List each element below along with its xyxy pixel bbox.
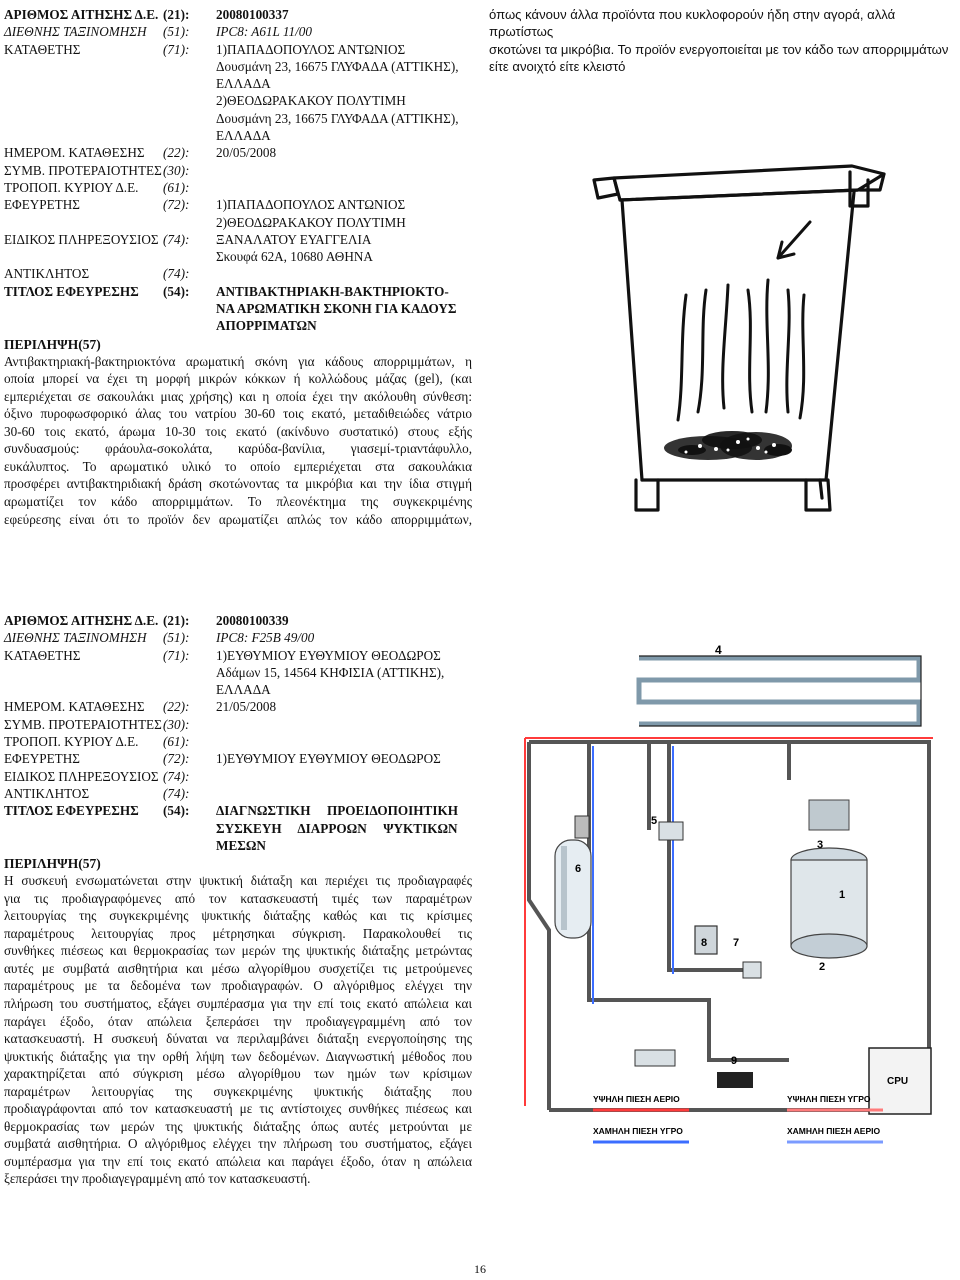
- field-code: [163, 92, 216, 109]
- field-value: [216, 179, 472, 196]
- field-code: [163, 214, 216, 231]
- diagram-label-7: 7: [733, 937, 740, 949]
- record-2-abstract-line: κατασκευαστή. Η συσκευή δύναται να περιλαμβάνει διάταξη ενεργοποίησης της: [4, 1031, 472, 1047]
- field-label: ΣΥΜΒ. ΠΡΟΤΕΡΑΙΟΤΗΤΕΣ: [4, 162, 162, 178]
- record-2-field-row: [4, 647, 472, 664]
- invention-title-line: ΔΙΑΓΝΩΣΤΙΚΗ ΠΡΟΕΙΔΟΠΟΙΗΤΙΚΗ: [216, 803, 459, 819]
- field-value: Δουσμάνη 23, 16675 ΓΛΥΦΑΔΑ (ΑΤΤΙΚΗΣ),: [216, 58, 459, 74]
- waste-bin-figure: [588, 150, 896, 570]
- record-2-field-row: [4, 681, 472, 698]
- field-label: [4, 75, 163, 92]
- field-value: Δουσμάνη 23, 16675 ΓΛΥΦΑΔΑ (ΑΤΤΙΚΗΣ),: [216, 110, 459, 126]
- field-code: (71):: [163, 647, 190, 663]
- record-1-field-row: [4, 265, 472, 282]
- diagram-label-2: 2: [819, 961, 826, 973]
- record-2-abstract-line: ψυκτικής διάταξης για την ορθή λήψη των δεδομένων. Διαγνωστική μέθοδος που: [4, 1048, 472, 1064]
- field-label: [4, 214, 163, 231]
- record-2-abstract-line: Η συσκευή ενσωματώνεται στην ψυκτική διάταξη και περιέχει τις προδιαγραφές: [4, 873, 472, 889]
- field-value: 20080100339: [216, 613, 289, 628]
- field-label: ΑΝΤΙΚΛΗΤΟΣ: [4, 266, 90, 282]
- invention-title-code: (54):: [163, 803, 190, 819]
- record-1-field-row: [4, 58, 472, 75]
- record-2-field-row: [4, 629, 472, 646]
- record-2-abstract-heading: ΠΕΡΙΛΗΨΗ(57): [4, 856, 101, 872]
- record-1-abstract-line: οποία μπορεί να έχει τη μορφή μικρών κόκκων ή κολλώδους μάζας (gel), (και: [4, 371, 472, 387]
- field-code: (74):: [163, 231, 190, 247]
- record-2-abstract-line: χαρακτηρίζεται από σύγκριση μέσω αλγορίθμου των ημών των κρίσιμων: [4, 1066, 472, 1082]
- field-value: 20080100337: [216, 7, 289, 22]
- field-value: IPC8: A61L 11/00: [216, 24, 312, 40]
- record-1-field-row: [4, 231, 472, 248]
- field-label: [4, 664, 163, 681]
- record-2-abstract-line: συμβατά αισθητήρια. Ο αλγόριθμος ελέγχει την πλήρωση του συστήματος, εξάγει: [4, 1136, 472, 1152]
- arrow-down-icon: [778, 222, 810, 258]
- field-value: IPC8: F25B 49/00: [216, 630, 315, 646]
- record-1-field-row: [4, 127, 472, 144]
- field-code: (71):: [163, 41, 190, 57]
- field-label: ΚΑΤΑΘΕΤΗΣ: [4, 647, 81, 663]
- record-1-abstract-line: ευκάλυπτος. Το αρωματικό υλικό το οποίο εμπεριέχεται στα σακουλάκια: [4, 458, 472, 474]
- invention-title-line: ΑΠΟΡΡΙΜΑΤΩΝ: [216, 318, 317, 334]
- record-2-abstract-line: παραμέτρους λειτουργίας προς μέτρησηκαι σύγκριση. Παρακολουθεί τις: [4, 925, 472, 941]
- record-1-abstract-heading: ΠΕΡΙΛΗΨΗ(57): [4, 336, 101, 352]
- field-code: (22):: [163, 699, 190, 715]
- record-2-field-row: [4, 664, 472, 681]
- record-2-abstract-line: παραμέτρων λειτουργίας της συγκεκριμένης ψυκτικής διάταξης που: [4, 1083, 472, 1099]
- invention-title-line: ΑΝΤΙΒΑΚΤΗΡΙΑΚΗ-ΒΑΚΤΗΡΙΟΚΤΟ-: [216, 283, 449, 299]
- record-2-abstract-line: ξεπεράσει την προδιαγεγραμμένη από τον κατασκευαστή.: [4, 1171, 311, 1187]
- invention-title-line: ΣΥΣΚΕΥΗ ΔΙΑΡΡΟΩΝ ΨΥΚΤΙΚΩΝ: [216, 820, 458, 836]
- field-code: [163, 248, 216, 265]
- field-label: ΗΜΕΡΟΜ. ΚΑΤΑΘΕΣΗΣ: [4, 145, 145, 161]
- field-code: [163, 664, 216, 681]
- record-2-title-row: [4, 820, 472, 837]
- field-code: [163, 681, 216, 698]
- field-label: ΤΡΟΠΟΠ. ΚΥΡΙΟΥ Δ.Ε.: [4, 734, 139, 750]
- record-1-field-row: [4, 23, 472, 40]
- field-label: ΑΝΤΙΚΛΗΤΟΣ: [4, 785, 90, 801]
- record-1-field-row: [4, 75, 472, 92]
- record-1-abstract-line: εμπεριέχεται σε σακουλάκι μιας χρήσης) και η οποία έχει την ακόλουθη σύνθεση:: [4, 388, 472, 404]
- field-value: [216, 162, 472, 179]
- record-1-field-row: [4, 110, 472, 127]
- field-code: [163, 58, 216, 75]
- record-2: [4, 612, 472, 1188]
- record-1-abstract-line: εφεύρεσης είναι ότι το προϊόν δεν αρωματίζει απλώς τον κάδο απορριμμάτων,: [4, 511, 472, 527]
- record-2-field-row: [4, 716, 472, 733]
- field-code: [163, 127, 216, 144]
- field-code: (21):: [163, 7, 190, 22]
- field-label: [4, 110, 163, 127]
- field-value: [216, 733, 472, 750]
- record-2-abstract-line: συνθήκες πιέσεως και θερμοκρασίας των μερών της ψυκτικής διάταξης μετρώντας: [4, 943, 472, 959]
- legend-low-liquid: ΧΑΜΗΛΗ ΠΙΕΣΗ ΥΓΡΟ: [593, 1126, 683, 1136]
- record-2-field-row: [4, 785, 472, 802]
- field-value: 1)ΕΥΘΥΜΙΟΥ ΕΥΘΥΜΙΟΥ ΘΕΟΔΩΡΟΣ: [216, 647, 441, 663]
- field-label: ΕΦΕΥΡΕΤΗΣ: [4, 751, 80, 767]
- vapour-lines: [678, 280, 804, 420]
- field-value: ΞΑΝΑΛΑΤΟΥ ΕΥΑΓΓΕΛΙΑ: [216, 231, 372, 247]
- legend-high-gas: ΥΨΗΛΗ ΠΙΕΣΗ ΑΕΡΙΟ: [593, 1094, 680, 1104]
- field-label: ΣΥΜΒ. ΠΡΟΤΕΡΑΙΟΤΗΤΕΣ: [4, 716, 162, 732]
- record-2-abstract-line: παράγει έξοδο, όταν απώλεια ξεπεράσει την προδιαγεγραμμένη από τον: [4, 1013, 472, 1029]
- field-value: 21/05/2008: [216, 699, 277, 715]
- field-label: ΑΡΙΘΜΟΣ ΑΙΤΗΣΗΣ Δ.Ε.: [4, 613, 159, 628]
- field-value: 1)ΠΑΠΑΔΟΠΟΥΛΟΣ ΑΝΤΩΝΙΟΣ: [216, 41, 406, 57]
- field-label: ΕΙΔΙΚΟΣ ΠΛΗΡΕΞΟΥΣΙΟΣ: [4, 768, 159, 784]
- record-2-field-row: [4, 733, 472, 750]
- diagram-label-cpu: CPU: [887, 1076, 909, 1087]
- field-code: (51):: [163, 24, 190, 40]
- bin-left-wall: [622, 200, 642, 480]
- continuation-line: όπως κάνουν άλλα προϊόντα που κυκλοφορούν ήδη στην αγορά, αλλά πρωτίστως: [489, 7, 896, 40]
- field-value: [216, 265, 472, 282]
- continuation-line: είτε ανοιχτό είτε κλειστό: [489, 59, 626, 75]
- field-code: (72):: [163, 751, 190, 767]
- field-label: [4, 92, 163, 109]
- field-code: (22):: [163, 145, 190, 161]
- field-code: (72):: [163, 197, 190, 213]
- record-1-title-row: [4, 300, 472, 317]
- record-1-field-row: [4, 196, 472, 213]
- field-label: ΕΙΔΙΚΟΣ ΠΛΗΡΕΞΟΥΣΙΟΣ: [4, 231, 159, 247]
- field-code: [163, 110, 216, 127]
- diagram-label-6: 6: [575, 863, 582, 875]
- record-1-field-row: [4, 162, 472, 179]
- field-value: 1)ΕΥΘΥΜΙΟΥ ΕΥΘΥΜΙΟΥ ΘΕΟΔΩΡΟΣ: [216, 751, 441, 767]
- field-code: (30):: [163, 716, 190, 732]
- record-2-title-row: [4, 802, 472, 819]
- field-value: ΕΛΛΑΔΑ: [216, 682, 271, 698]
- diagram-label-1: 1: [839, 889, 846, 901]
- field-code: (61):: [163, 179, 190, 195]
- diagram-label-8: 8: [701, 937, 708, 949]
- field-code: (74):: [163, 785, 190, 801]
- record-1-field-row: [4, 41, 472, 58]
- record-2-abstract-line: παραμέτρους με τα δεδομένα των προδιαγραφών. Ο αλγόριθμος ελέγχει την: [4, 978, 472, 994]
- record-2-field-row: [4, 612, 472, 629]
- diagram-label-5: 5: [651, 815, 658, 827]
- legend-high-liquid: ΥΨΗΛΗ ΠΙΕΣΗ ΥΓΡΟ: [787, 1094, 871, 1104]
- record-1-abstract-continuation: [489, 6, 957, 76]
- record-2-field-row: [4, 698, 472, 715]
- invention-title-label: ΤΙΤΛΟΣ ΕΦΕΥΡΕΣΗΣ: [4, 803, 139, 819]
- record-2-abstract-line: πλήρωση του συστήματος, εξάγει συμπέρασμα για την επί τοις εκατό απώλεια και: [4, 995, 472, 1011]
- record-2-field-row: [4, 768, 472, 785]
- field-label: [4, 248, 163, 265]
- record-1-abstract-line: Αντιβακτηριακή-βακτηριοκτόνα αρωματική σκόνη για κάδους απορριμμάτων, η: [4, 353, 472, 369]
- field-label: ΑΡΙΘΜΟΣ ΑΙΤΗΣΗΣ Δ.Ε.: [4, 7, 159, 22]
- record-1-field-row: [4, 179, 472, 196]
- page-number: 16: [474, 1262, 486, 1276]
- field-code: (74):: [163, 266, 190, 282]
- record-1-abstract-line: όξινο πυροφωσφορικό άλας του νατρίου 30-60 τοις εκατό, μεταδιθειώδες νάτριο: [4, 406, 472, 422]
- record-1-title-row: [4, 283, 472, 300]
- diagram-label-3: 3: [817, 839, 824, 851]
- invention-title-code: (54):: [163, 283, 190, 299]
- field-value: [216, 716, 472, 733]
- field-label: [4, 58, 163, 75]
- diagram-label-9: 9: [731, 1055, 738, 1067]
- field-label: ΕΦΕΥΡΕΤΗΣ: [4, 197, 80, 213]
- record-1-abstract-line: προσφέρει αντιβακτηριδιακή δράση σκοτώνοντας τα μικρόβια και την ίδια στιγμή: [4, 476, 472, 492]
- record-1-field-row: [4, 92, 472, 109]
- field-value: [216, 785, 472, 802]
- continuation-line: σκοτώνει τα μικρόβια. Το προϊόν ενεργοποιείται με τον κάδο των απορριμμάτων: [489, 41, 949, 57]
- field-code: (61):: [163, 734, 190, 750]
- invention-title-line: ΜΕΣΩΝ: [216, 837, 266, 853]
- field-value: ΕΛΛΑΔΑ: [216, 128, 271, 144]
- record-2-abstract-line: προδιαγράφονται από τον κατασκευαστή με τις αντίστοιχες συνθήκες πιέσεως και: [4, 1101, 472, 1117]
- record-2-abstract-line: λειτουργίας της συγκεκριμένης ψυκτικής διάταξης καθώς και τις κρίσιμες: [4, 908, 472, 924]
- field-label: [4, 681, 163, 698]
- refrigeration-diagram: [489, 640, 955, 1150]
- record-1-field-row: [4, 214, 472, 231]
- field-label: ΤΡΟΠΟΠ. ΚΥΡΙΟΥ Δ.Ε.: [4, 179, 139, 195]
- record-2-field-row: [4, 750, 472, 767]
- field-value: 2)ΘΕΟΔΩΡΑΚΑΚΟΥ ΠΟΛΥΤΙΜΗ: [216, 214, 406, 230]
- field-label: ΔΙΕΘΝΗΣ ΤΑΞΙΝΟΜΗΣΗ: [4, 24, 147, 40]
- record-1-title-row: [4, 317, 472, 334]
- record-1-field-row: [4, 248, 472, 265]
- record-2-abstract-line: συμπέρασμα για την επί τοις εκατό απώλεια και παράγει έξοδο, όταν η απώλεια: [4, 1153, 472, 1169]
- record-2-abstract-line: θερμοκρασίας των μερών της ψυκτικής διάταξης όπως αυτές μετρούνται με: [4, 1118, 472, 1134]
- record-1-field-row: [4, 144, 472, 161]
- field-value: 20/05/2008: [216, 145, 277, 161]
- record-1-abstract-line: αρωματίζει τον κάδο απορριμμάτων. Το πλεονέκτημα της συγκεκριμένης: [4, 494, 472, 510]
- field-code: [163, 75, 216, 92]
- record-1: [4, 6, 472, 528]
- record-2-title-row: [4, 837, 472, 854]
- field-code: (51):: [163, 630, 190, 646]
- field-value: Σκουφά 62Α, 10680 ΑΘΗΝΑ: [216, 249, 373, 265]
- diagram-label-4: 4: [715, 643, 722, 657]
- field-code: (74):: [163, 768, 190, 784]
- record-2-abstract-line: αυτές με συμβατά αισθητήρια και μέσω αλγορίθμου συσχετίζει τις μετρούμενες: [4, 960, 472, 976]
- invention-title-line: ΝΑ ΑΡΩΜΑΤΙΚΗ ΣΚΟΝΗ ΓΙΑ ΚΑΔΟΥΣ: [216, 301, 457, 317]
- field-value: Αδάμων 15, 14564 ΚΗΦΙΣΙΑ (ΑΤΤΙΚΗΣ),: [216, 664, 445, 680]
- field-value: 1)ΠΑΠΑΔΟΠΟΥΛΟΣ ΑΝΤΩΝΙΟΣ: [216, 197, 406, 213]
- record-1-abstract-line: 30-60 τοις εκατό, άρωμα 10-30 τοις εκατό (ακίνδυνο συστατικό) στους εξής: [4, 423, 472, 439]
- invention-title-label: ΤΙΤΛΟΣ ΕΦΕΥΡΕΣΗΣ: [4, 283, 139, 299]
- field-value: [216, 768, 472, 785]
- field-label: ΗΜΕΡΟΜ. ΚΑΤΑΘΕΣΗΣ: [4, 699, 145, 715]
- field-label: ΚΑΤΑΘΕΤΗΣ: [4, 41, 81, 57]
- field-value: ΕΛΛΑΔΑ: [216, 76, 271, 92]
- legend-low-gas: ΧΑΜΗΛΗ ΠΙΕΣΗ ΑΕΡΙΟ: [787, 1126, 881, 1136]
- record-1-abstract-line: συνδυασμούς: φράουλα-σοκολάτα, καρύδα-βανίλια, γιασεμί-τριαντάφυλλο,: [4, 441, 472, 457]
- bin-right-wall: [826, 192, 854, 480]
- field-code: (21):: [163, 613, 190, 628]
- field-code: (30):: [163, 162, 190, 178]
- field-value: 2)ΘΕΟΔΩΡΑΚΑΚΟΥ ΠΟΛΥΤΙΜΗ: [216, 93, 406, 109]
- record-1-field-row: [4, 6, 472, 23]
- record-2-abstract-line: για τις προδιαγραφόμενες από τον κατασκευαστή τιμές των παραμέτρων: [4, 890, 472, 906]
- field-label: ΔΙΕΘΝΗΣ ΤΑΞΙΝΟΜΗΣΗ: [4, 630, 147, 646]
- field-label: [4, 127, 163, 144]
